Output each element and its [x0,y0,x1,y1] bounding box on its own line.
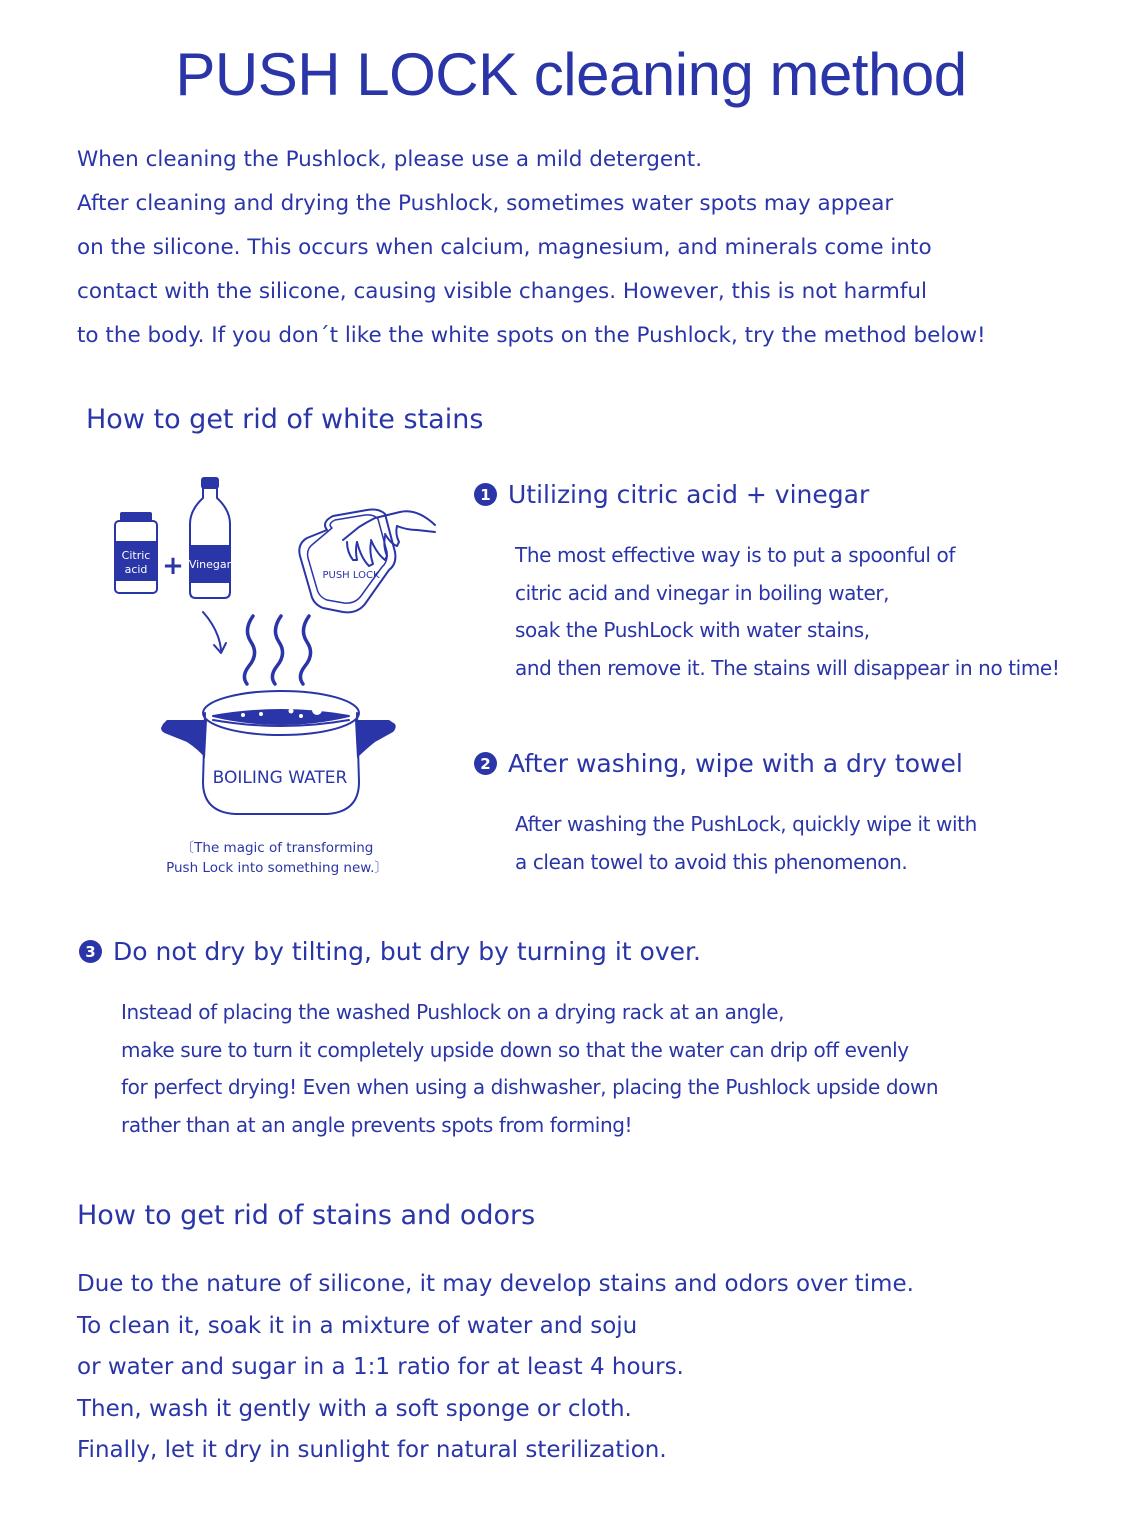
step-3-body [121,994,938,1144]
step-number-badge: 3 [79,940,102,963]
intro-line: When cleaning the Pushlock, please use a mild detergent. [77,147,703,172]
vinegar-bottle-icon [190,478,230,598]
arrow-icon [203,612,226,653]
odors-line: To clean it, soak it in a mixture of water and soju [77,1312,638,1339]
step-body-line: After washing the PushLock, quickly wipe it with [515,812,977,836]
boiling-water-label: BOILING WATER [212,768,348,788]
pushlock-label: PUSH LOCK [322,570,380,581]
intro-line: After cleaning and drying the Pushlock, sometimes water spots may appear [77,191,894,216]
step-body-line: and then remove it. The stains will disappear in no time! [515,655,1060,680]
intro-line: contact with the silicone, causing visible changes. However, this is not harmful [77,279,928,304]
steam-icon [244,616,310,684]
stains-odors-heading: How to get rid of stains and odors [77,1200,536,1231]
white-stains-heading: How to get rid of white stains [86,404,484,435]
odors-line: Then, wash it gently with a soft sponge or cloth. [77,1395,632,1422]
step-1-body [515,537,1059,687]
step-3-title [79,937,701,966]
step-body-line: Instead of placing the washed Pushlock on a drying rack at an angle, [121,1000,785,1024]
step-1-title [474,480,869,509]
step-2-title [474,749,963,778]
step-body-line: rather than at an angle prevents spots from forming! [121,1112,633,1137]
stains-odors-body [77,1264,914,1472]
step-body-line: citric acid and vinegar in boiling water, [515,580,890,605]
boiling-illustration [95,470,465,890]
illustration-caption-line: Push Lock into something new.〕 [166,860,388,876]
citric-label: Citric [121,549,151,562]
step-title-text: Utilizing citric acid + vinegar [508,480,870,509]
odors-line: or water and sugar in a 1:1 ratio for at least 4 hours. [77,1354,684,1380]
vinegar-label: Vinegar [188,558,232,571]
odors-line: Finally, let it dry in sunlight for natural sterilization. [77,1437,667,1463]
step-body-line: The most effective way is to put a spoonful of [515,543,956,567]
illustration-caption-line: 〔The magic of transforming [180,840,374,856]
step-number-badge: 2 [474,752,497,775]
step-body-line: for perfect drying! Even when using a dishwasher, placing the Pushlock upside down [121,1075,939,1099]
intro-line: to the body. If you don´t like the white spots on the Pushlock, try the method below! [77,323,986,348]
step-body-line: make sure to turn it completely upside down so that the water can drip off evenly [121,1037,909,1062]
plus-sign: + [162,551,184,581]
step-title-text: Do not dry by tilting, but dry by turning it over. [113,937,701,966]
step-body-line: soak the PushLock with water stains, [515,618,870,642]
step-number-badge: 1 [474,483,497,506]
step-2-body [515,806,977,881]
step-title-text: After washing, wipe with a dry towel [508,749,963,778]
hand-pushlock-icon [299,510,435,613]
boiling-pot-icon [161,691,396,814]
step-body-line: a clean towel to avoid this phenomenon. [515,849,908,874]
page-title: PUSH LOCK cleaning method [175,41,967,108]
intro-paragraph [77,138,986,358]
acid-label: acid [124,563,148,576]
odors-line: Due to the nature of silicone, it may develop stains and odors over time. [77,1271,914,1297]
intro-line: on the silicone. This occurs when calcium, magnesium, and minerals come into [77,235,932,260]
